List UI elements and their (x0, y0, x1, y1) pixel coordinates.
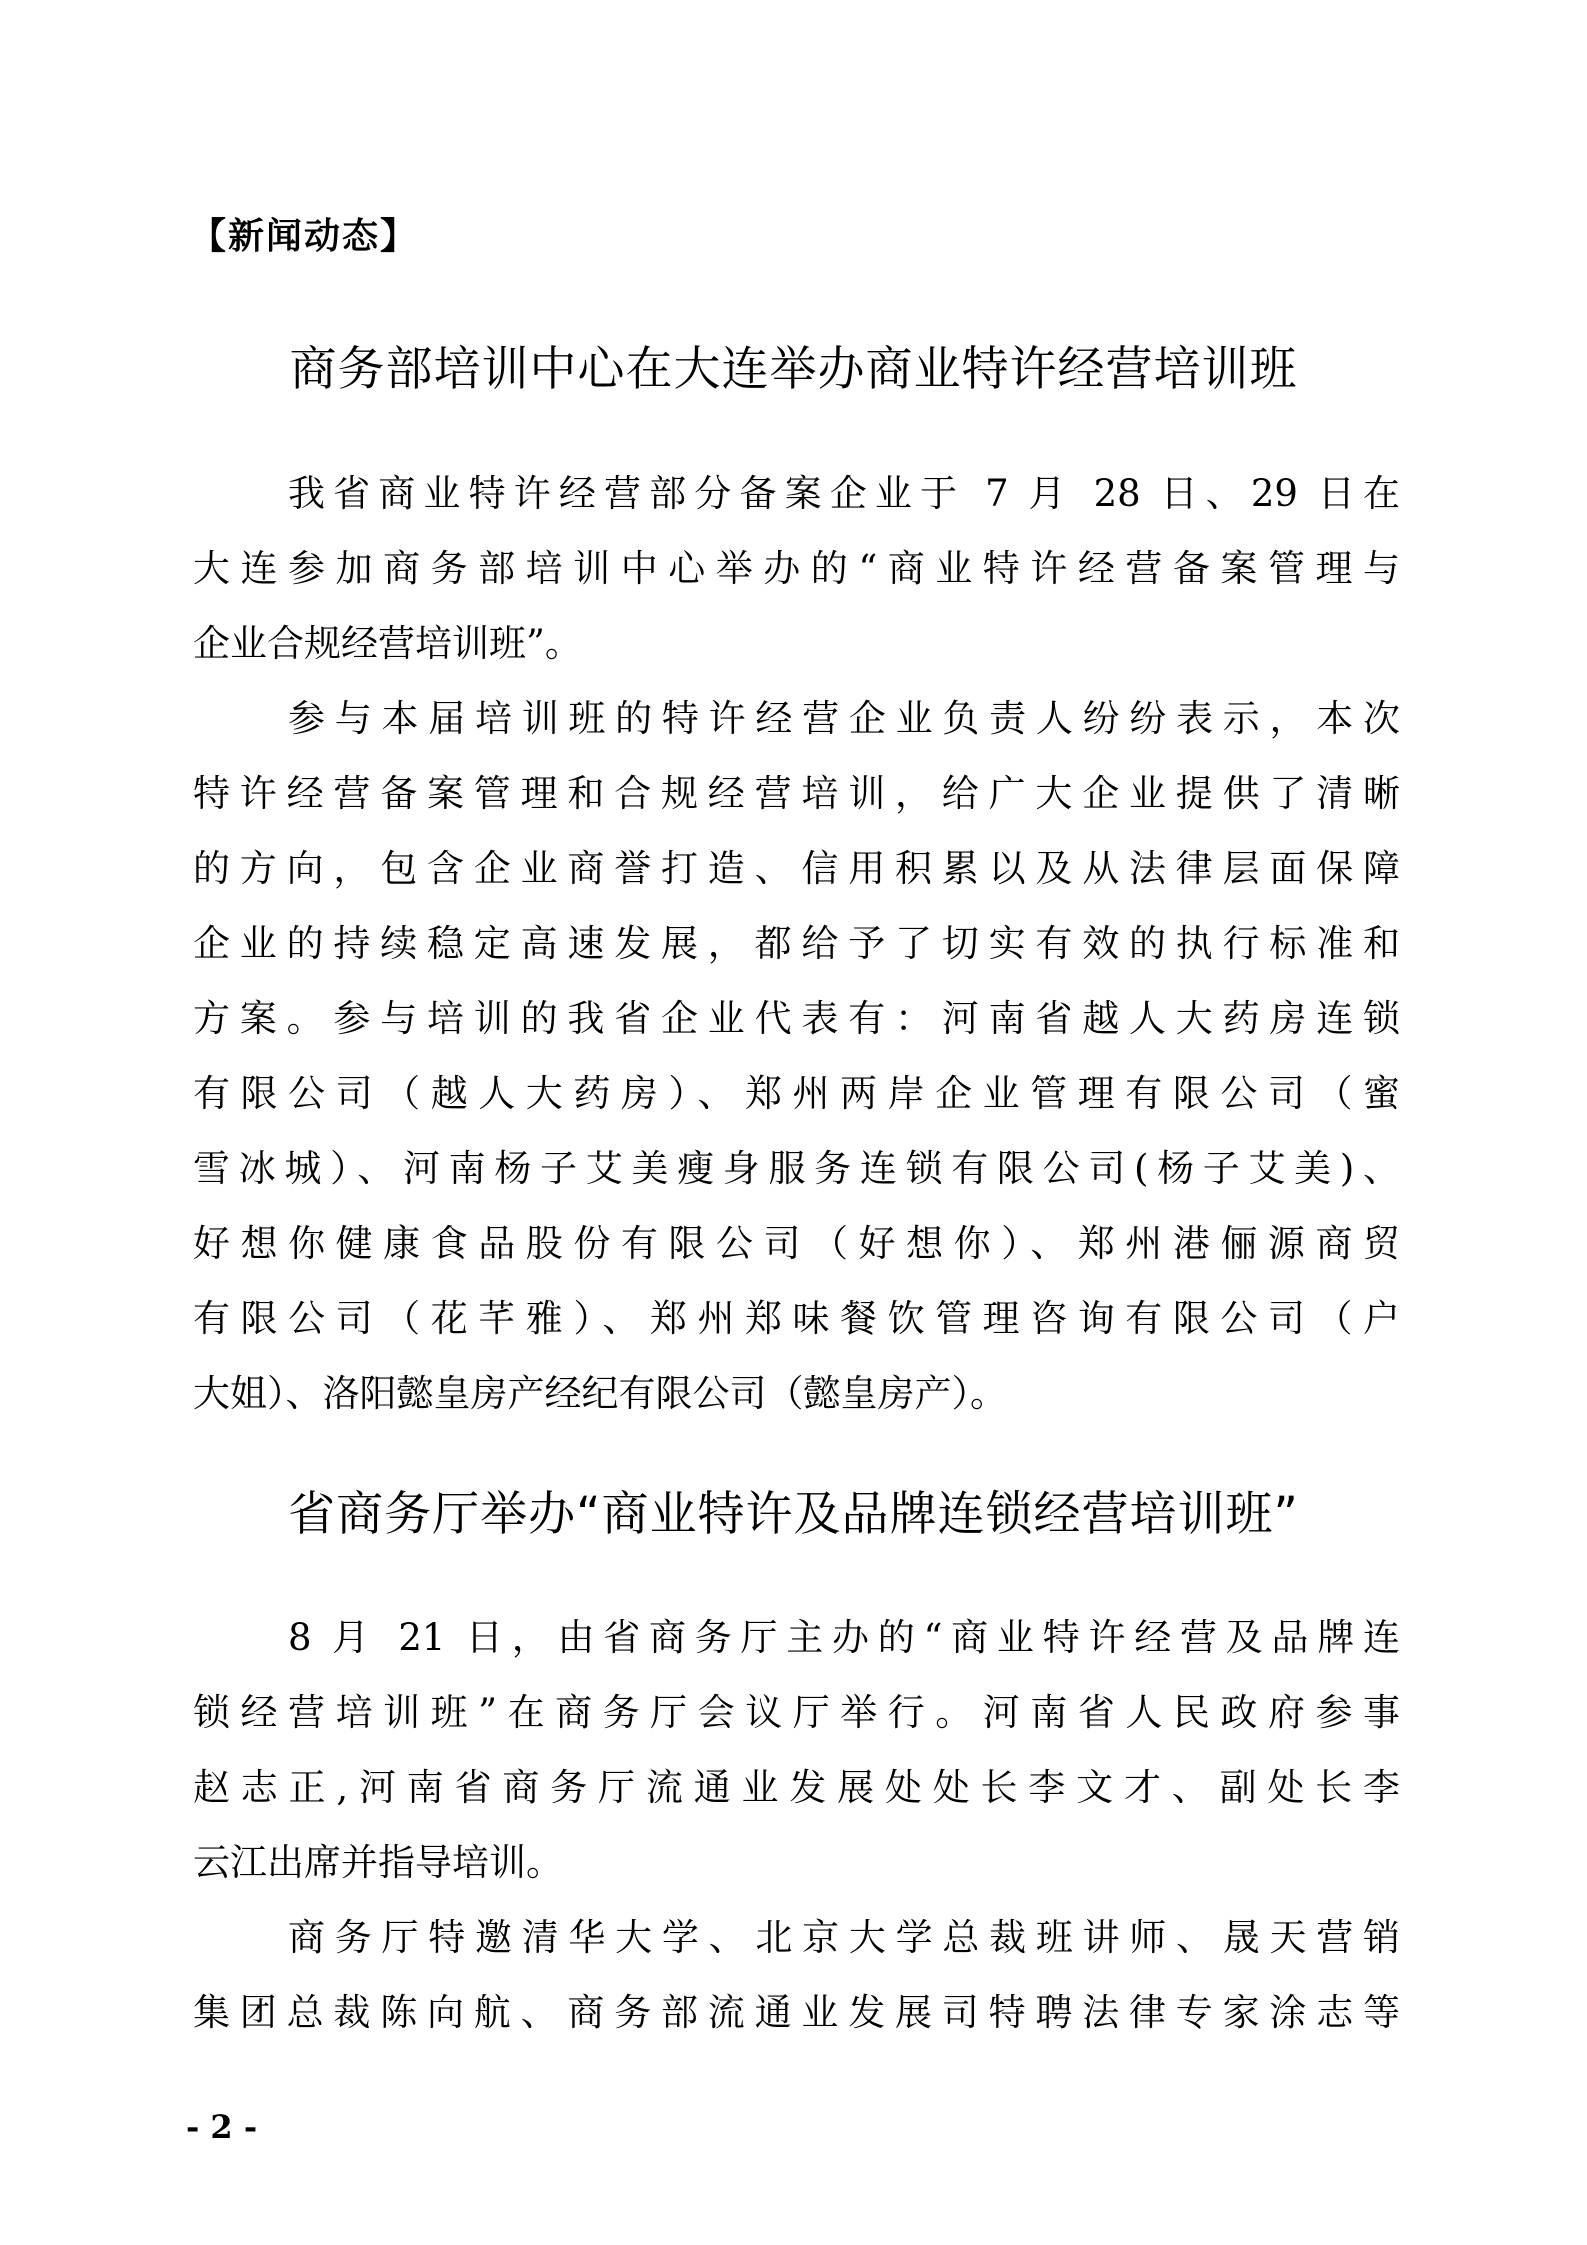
article-1-line: 企业的持续稳定高速发展，都给予了切实有效的执行标准和 (193, 922, 1400, 965)
article-2-line: 集团总裁陈向航、商务部流通业发展司特聘法律专家涂志等 (193, 1991, 1400, 2034)
page-number: - 2 - (186, 2108, 258, 2146)
article-1-title: 商务部培训中心在大连举办商业特许经营培训班 (289, 342, 1298, 397)
article-1-line: 企业合规经营培训班”。 (193, 622, 582, 665)
article-1-body (193, 456, 1400, 1431)
article-1-line: 参与本届培训班的特许经营企业负责人纷纷表示，本次 (288, 697, 1400, 740)
article-2-line: 商务厅特邀清华大学、北京大学总裁班讲师、晟天营销 (288, 1916, 1400, 1959)
article-2-title: 省商务厅举办“商业特许及品牌连锁经营培训班” (288, 1487, 1299, 1542)
article-1-line: 大姐）、洛阳懿皇房产经纪有限公司（懿皇房产）。 (193, 1372, 1007, 1415)
article-2-line: 赵志正,河南省商务厅流通业发展处处长李文才、副处长李 (193, 1766, 1400, 1809)
article-2-line: 云江出席并指导培训。 (193, 1841, 563, 1884)
article-1-line: 大连参加商务部培训中心举办的“商业特许经营备案管理与 (193, 547, 1400, 590)
article-1-line: 方案。参与培训的我省企业代表有：河南省越人大药房连锁 (193, 997, 1400, 1040)
article-2-line: 锁经营培训班”在商务厅会议厅举行。河南省人民政府参事 (193, 1691, 1400, 1734)
article-1-line: 雪冰城）、河南杨子艾美瘦身服务连锁有限公司(杨子艾美)、 (193, 1147, 1400, 1190)
article-2-body (193, 1600, 1400, 2050)
section-tag: 【新闻动态】 (190, 215, 419, 257)
article-1-line: 我省商业特许经营部分备案企业于 7 月 28 日、29 日在 (288, 472, 1400, 515)
article-1-line: 好想你健康食品股份有限公司（好想你）、郑州港俪源商贸 (193, 1222, 1400, 1265)
article-2-line: 8 月 21 日，由省商务厅主办的“商业特许经营及品牌连 (288, 1616, 1400, 1659)
article-1-line: 有限公司（越人大药房）、郑州两岸企业管理有限公司（蜜 (193, 1072, 1400, 1115)
article-1-line: 有限公司（花芊雅）、郑州郑味餐饮管理咨询有限公司（户 (193, 1297, 1400, 1340)
article-1-line: 特许经营备案管理和合规经营培训，给广大企业提供了清晰 (193, 772, 1400, 815)
article-1-line: 的方向，包含企业商誉打造、信用积累以及从法律层面保障 (193, 847, 1400, 890)
